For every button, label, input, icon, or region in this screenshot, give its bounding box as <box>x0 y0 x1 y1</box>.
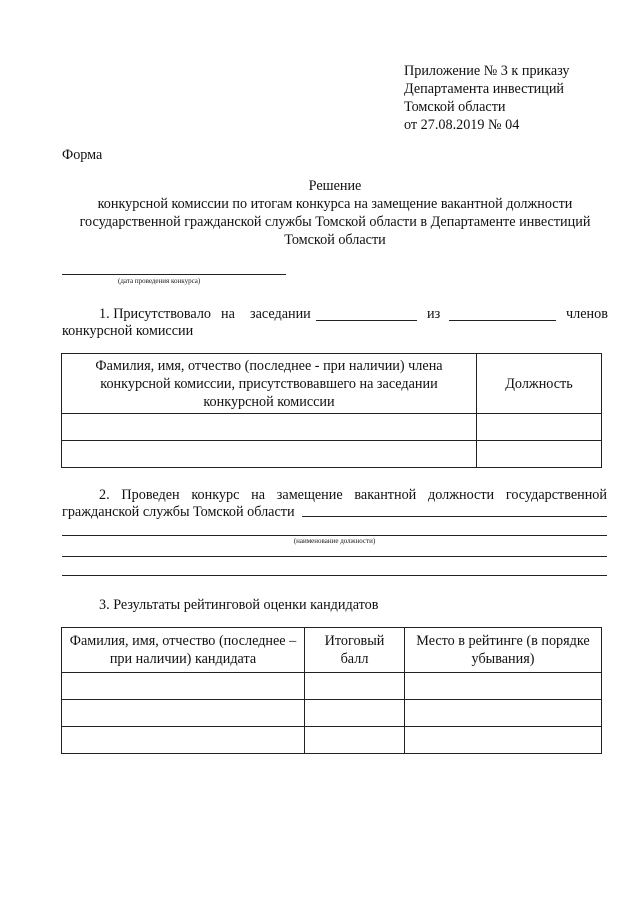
table2-header-score: Итоговый балл <box>305 628 405 673</box>
section1-number: 1. <box>99 306 110 322</box>
table-cell[interactable] <box>62 727 305 754</box>
present-count-blank[interactable] <box>316 320 417 321</box>
section1-num <box>99 305 211 323</box>
section1-line-2: конкурсной комиссии <box>62 323 194 339</box>
form-label: Форма <box>62 147 103 163</box>
heading-line-1: конкурсной комиссии по итогам конкурса на замещение вакантной должности <box>97 196 573 212</box>
approval-line-3: Томской области <box>404 99 506 115</box>
position-name-blank-4[interactable] <box>62 575 607 576</box>
approval-line-1: Приложение № 3 к приказу <box>404 63 570 79</box>
position-name-blank-3[interactable] <box>62 556 607 557</box>
table1-header-position: Должность <box>477 354 602 414</box>
table-cell[interactable] <box>305 700 405 727</box>
position-caption: (наименование должности) <box>293 537 376 545</box>
position-name-blank-1[interactable] <box>302 516 607 517</box>
section1-word-presented: Присутствовало <box>113 306 211 322</box>
table-cell[interactable] <box>405 673 602 700</box>
table-cell[interactable] <box>62 441 477 468</box>
position-name-blank-2[interactable] <box>62 535 607 536</box>
approval-line-2: Департамента инвестиций <box>404 81 565 97</box>
table-cell[interactable] <box>405 700 602 727</box>
table-cell[interactable] <box>405 727 602 754</box>
table-cell[interactable] <box>477 414 602 441</box>
table-cell[interactable] <box>62 673 305 700</box>
table-cell[interactable] <box>477 441 602 468</box>
total-count-blank[interactable] <box>449 320 556 321</box>
table-row <box>62 700 602 727</box>
heading-line-3: Томской области <box>284 232 386 248</box>
section1-word-on: на <box>221 306 235 322</box>
date-caption: (дата проведения конкурса) <box>118 277 201 285</box>
table-row <box>62 673 602 700</box>
heading-title: Решение <box>308 178 362 194</box>
table-row <box>62 414 602 441</box>
table2-header-name: Фамилия, имя, отчество (последнее – при наличии) кандидата <box>62 628 305 673</box>
section2-line-2: гражданской службы Томской области <box>62 504 295 520</box>
table2-header-rank: Место в рейтинге (в порядке убывания) <box>405 628 602 673</box>
date-blank-line[interactable] <box>62 274 286 275</box>
table-header-row <box>62 628 602 673</box>
table-cell[interactable] <box>62 700 305 727</box>
table1-header-name: Фамилия, имя, отчество (последнее - при наличии) члена конкурсной комиссии, присутствовавшего на заседании конкурсной комиссии <box>62 354 477 414</box>
commission-members-table <box>61 353 602 468</box>
table-row <box>62 441 602 468</box>
document-heading <box>40 177 630 249</box>
heading-line-2: государственной гражданской службы Томской области в Департаменте инвестиций <box>79 214 591 230</box>
section1-word-meeting: заседании <box>250 306 311 322</box>
section3-title: 3. Результаты рейтинговой оценки кандидатов <box>99 597 379 613</box>
table-cell[interactable] <box>305 673 405 700</box>
table-row <box>62 727 602 754</box>
approval-block <box>404 62 570 134</box>
section1-word-of: из <box>427 306 441 322</box>
section2-line-1: 2. Проведен конкурс на замещение вакантной должности государственной <box>99 487 607 503</box>
candidate-rating-table <box>61 627 602 754</box>
table-header-row <box>62 354 602 414</box>
section1-word-members: членов <box>566 306 608 322</box>
approval-line-4: от 27.08.2019 № 04 <box>404 117 520 133</box>
table-cell[interactable] <box>62 414 477 441</box>
table-cell[interactable] <box>305 727 405 754</box>
